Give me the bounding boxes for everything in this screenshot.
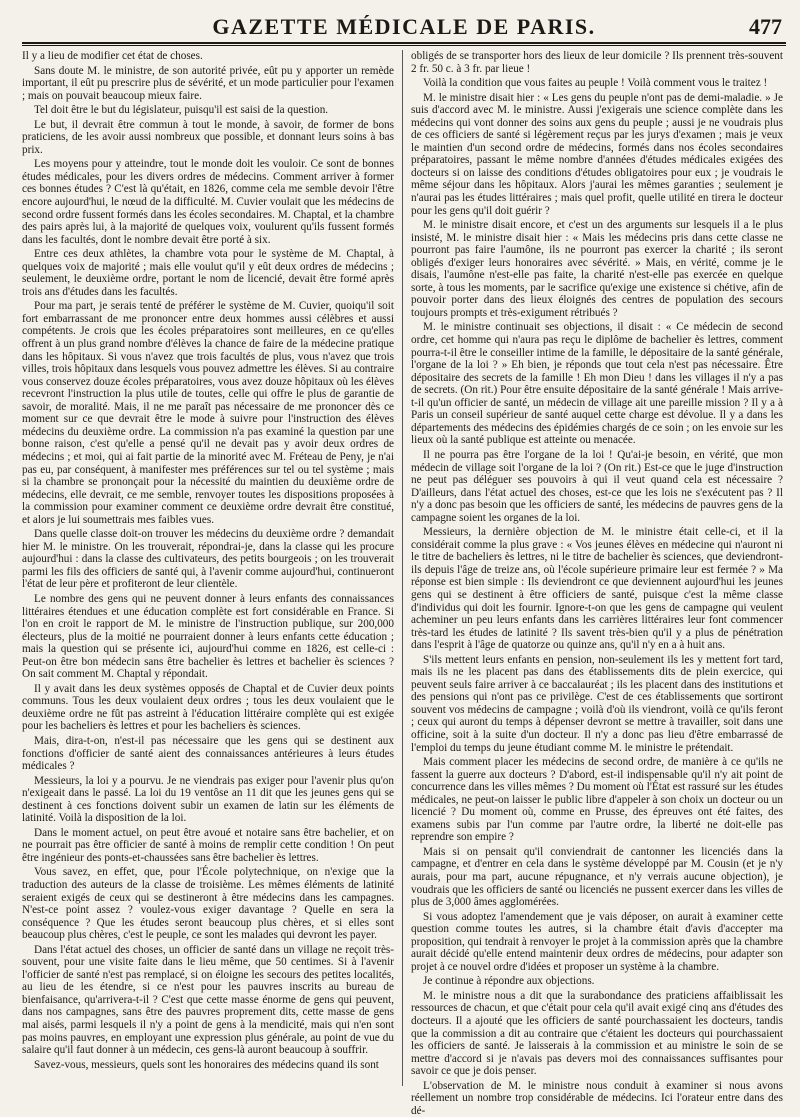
- paragraph: Je continue à répondre aux objections.: [423, 975, 595, 988]
- paragraph: Le nombre des gens qui ne peuvent donner à leurs enfants des connaissances littéraires étendues et une éducation complète est fort considérable en France. Si l'on en croit le rapport de M. le ministre de l'instruction publique, sur 200,000 électeurs, plus de la moitié ne pourraient donner à leurs enfants cette éducation ; mais la question qui se présente ici, aujourd'hui comme en 1826, est celle-ci : Peut-on être bon médecin sans être bachelier ès lettres et bachelier ès sciences ? On sait comment M. Chaptal y répondait.: [22, 592, 394, 681]
- left-column: [22, 50, 394, 1086]
- paragraph: M. le ministre disait encore, et c'est un des arguments sur lesquels il a le plus insisté, M. le ministre disait hier : « Mais les médecins pris dans cette classe ne pourront pas faire l'aumône, ils ne pourront pas exercer la charité ; ils seront obligés d'exiger leurs honoraires avec sévérité. » Mais, en vérité, comme je le disais, l'aumône n'est-elle pas faite, la charité n'est-elle pas exercée en quelque sorte, à tous les moments, par le sacrifice qu'exige une existence si chétive, afin de pouvoir porter dans des lieux éloignés des centres de population des secours toujours prompts et très-exigument rétribués ?: [411, 219, 783, 319]
- paragraph: Mais si on pensait qu'il conviendrait de cantonner les licenciés dans la campagne, et d'entrer en cela dans le système développé par M. Cousin (et je n'y aurais, pour ma part, aucune répugnance, et n'y verrais aucune objection), je voudrais que les officiers de santé ou licenciés ne pussent exercer dans les villes de plus de 3,000 âmes agglomérées.: [411, 845, 783, 909]
- paragraph: Il ne pourra pas être l'organe de la loi ! Qu'ai-je besoin, en vérité, que mon médecin de village soit l'organe de la loi ? (On rit.) Est-ce que le juge d'instruction ne peut pas déléguer ses pouvoirs à qui il veut quand cela est nécessaire ? D'ailleurs, dans l'état actuel des choses, est-ce que les lois ne s'exécutent pas ? Il n'y a donc pas besoin que les officiers de santé, les médecins de pauvres gens de la campagne soient les organes de la loi.: [411, 448, 783, 524]
- paragraph: Si vous adoptez l'amendement que je vais déposer, on aurait à examiner cette question comme toutes les autres, si la chambre était d'avis d'accepter ma proposition, qui tendrait à renvoyer le projet à la commission après que la chambre aurait décidé qu'elle entend maintenir deux ordres de médecins, pour adapter son projet à ce nouvel ordre d'idées et proposer un système à la chambre.: [411, 910, 783, 973]
- paragraph: Vous savez, en effet, que, pour l'École polytechnique, on n'exige que la traduction des auteurs de la classe de troisième. Les mêmes éléments de latinité seraient exigés de ceux qui se destineront à être médecins dans les campagnes. N'est-ce point assez ? voulez-vous exiger davantage ? Quelle en sera la conséquence ? Que les études seront beaucoup plus chères, et si elles sont beaucoup plus chères, c'est le peuple, ce sont les malades qui devront les payer.: [22, 866, 394, 942]
- masthead: [22, 10, 786, 44]
- paragraph: Dans l'état actuel des choses, un officier de santé dans un village ne reçoit très-souvent, pour une visite faite dans le lieu même, que 50 centimes. Si à l'avenir l'officier de santé n'est pas remplacé, si on éloigne les secours des petites localités, au lieu de les étendre, si ce n'est pour les pauvres inscrits au bureau de bienfaisance, qu'arrivera-t-il ? C'est que cette masse énorme de gens qui peuvent, dans nos campagnes, sans être des pauvres proprement dits, cette masse de gens mal aisés, parmi lesquels il n'y a point de gens à la mendicité, mais qui n'en sont pas moins pauvres, en employant une expression plus générale, au point de vue du salaire qu'il faut donner à un médecin, ces gens-là auront beaucoup à souffrir.: [22, 943, 394, 1057]
- paragraph: Pour ma part, je serais tenté de préférer le système de M. Cuvier, quoiqu'il soit fort embarrassant de me prononcer entre deux hommes aussi célèbres et aussi compétents. Je crois que les écoles préparatoires sont meilleures, en ce qu'elles offrent à un plus grand nombre d'élèves la chance de faire de la médecine pratique dans les hôpitaux. Si vous n'avez que trois facultés de plus, vous n'avez que trois villes, trois hôpitaux dans lesquels vous pouvez admettre les élèves. Si au contraire vous conservez douze écoles préparatoires, vous avez douze hôpitaux où les élèves recevront l'instruction la plus utile de toutes, celle qui offre le plus de garantie de savoir, de moralité. Mais, il ne me paraît pas nécessaire de me prononcer dès ce moment sur ce que devrait être le mode à suivre pour l'instruction des élèves médecins du deuxième ordre. La commission n'a pas examiné la question par une bonne raison, c'est qu'elle a pensé qu'il ne devait pas y avoir deux ordres de médecins ; et moi, qui ai fait partie de la minorité avec M. Fréteau de Peny, je n'ai pas eu, par conséquent, à manifester mes préférences sur tel ou tel système ; mais si la chambre se prononçait pour la nécessité du maintien du deuxième ordre de médecins, elle devrait, ce me semble, renvoyer toutes les dispositions proposées à la commission pour examiner comment ce deuxième ordre devrait être constitué, et alors je lui soumettrais mes faibles vues.: [22, 300, 394, 526]
- paragraph: Messieurs, la dernière objection de M. le ministre était celle-ci, et il la considérait comme la plus grave : « Vos jeunes élèves en médecine qui n'auront ni le titre de bacheliers ès lettres, ni le titre de bachelier ès sciences, que deviendront-ils depuis l'âge de treize ans, où l'école supérieure primaire leur est fermée ? » Ma réponse est bien simple : Ils deviendront ce que deviennent aujourd'hui les jeunes gens qui se destinent à être officiers de santé, puisque c'est la même classe d'individus qui doit les fournir. Ignore-t-on que les gens de campagne qui veulent acheminer un peu leurs enfants dans les carrières littéraires leur font commencer très-tard les études de latinité ? Ils savent très-bien qu'il y a plus de pénétration dans l'esprit à l'âge de quatorze ou quinze ans, qu'il n'y en a à huit ans.: [411, 526, 783, 652]
- paragraph: obligés de se transporter hors des lieux de leur domicile ? Ils prennent très-souvent 2 fr. 50 c. à 3 fr. par lieue !: [411, 50, 783, 75]
- paragraph: Mais, dira-t-on, n'est-il pas nécessaire que les gens qui se destinent aux fonctions d'officier de santé aient des connaissances antérieures à leurs études médicales ?: [22, 734, 394, 773]
- paragraph: Le but, il devrait être commun à tout le monde, à savoir, de former de bons praticiens, de les avoir aussi nombreux que possible, et donnant leurs soins à bas prix.: [22, 118, 394, 156]
- paragraph: Messieurs, la loi y a pourvu. Je ne viendrais pas exiger pour l'avenir plus qu'on n'exigeait dans le passé. La loi du 19 ventôse an 11 dit que les jeunes gens qui se destinent à ces fonctions doivent subir un examen de latin sur les éléments de latinité. Voilà la disposition de la loi.: [22, 774, 394, 825]
- paragraph: Voilà la condition que vous faites au peuple ! Voilà comment vous le traitez !: [423, 77, 768, 90]
- paragraph: M. le ministre continuait ses objections, il disait : « Ce médecin de second ordre, cet homme qui n'aura pas reçu le diplôme de bachelier ès lettres, comment pourra-t-il être le conseiller intime de la famille, le dépositaire de la santé générale, l'organe de la loi ? » Eh bien, je réponds que tout cela n'est pas nécessaire. Être dépositaire des secrets de la famille ! Eh mon Dieu ! dans les villages il n'y a pas de secrets. (On rit.) Pour être ensuite dépositaire de la santé générale ! Mais arrive-t-il qu'un officier de santé, un médecin de village ait une pareille mission ? Il y a à Paris un conseil supérieur de santé auquel cette charge est dévolue. Il y a dans les départements des médecins des épidémies chargés de ce soin ; on les envoie sur les lieux où la santé publique est atteinte ou menacée.: [411, 321, 783, 447]
- paragraph: Il y a lieu de modifier cet état de choses.: [22, 50, 203, 62]
- paragraph: Entre ces deux athlètes, la chambre vota pour le système de M. Chaptal, à quelques voix de majorité ; mais elle voulut qu'il y eût deux ordres de médecins ; seulement, le deuxième ordre, portant le nom de licencié, devait être formé après trois ans d'études dans les facultés.: [22, 248, 394, 298]
- page-number: 477: [749, 14, 782, 39]
- right-column: [411, 50, 783, 1117]
- paragraph: Savez-vous, messieurs, quels sont les honoraires des médecins quand ils sont: [34, 1058, 379, 1071]
- paragraph: Il y avait dans les deux systèmes opposés de Chaptal et de Cuvier deux points communs. Tous les deux voulaient deux ordres ; tous les deux voulaient que le deuxième ordre ne fût pas astreint à l'éducation littéraire complète qui est exigée pour les bacheliers ès lettres et pour les bacheliers ès sciences.: [22, 682, 394, 733]
- column-divider: [402, 50, 403, 1086]
- header-rule: [22, 45, 786, 46]
- paragraph: Tel doit être le but du législateur, puisqu'il est saisi de la question.: [34, 104, 329, 117]
- journal-title: GAZETTE MÉDICALE DE PARIS.: [212, 14, 596, 39]
- paragraph: M. le ministre nous a dit que la surabondance des praticiens affaiblissait les ressources de chacun, et que c'était pour cela qu'il avait exigé cinq ans d'études des docteurs. Il a ajouté que les officiers de santé pourchassaient les docteurs, tandis que la commission a dit au contraire que c'étaient les docteurs qui pourchassaient les officiers de santé. Je laisserais à la commission et au ministre le soin de se mettre d'accord si je n'avais pas devers moi des connaissances suffisantes pour savoir ce que je dois penser.: [411, 989, 783, 1078]
- paragraph: Sans doute M. le ministre, de son autorité privée, eût pu y apporter un remède important, il eût pu prescrire plus de sévérité, et un mode particulier pour l'examen ; mais on pouvait beaucoup mieux faire.: [22, 64, 394, 102]
- paragraph: M. le ministre disait hier : « Les gens du peuple n'ont pas de demi-maladie. » Je suis d'accord avec M. le ministre. Aussi j'exigerais une science complète dans les médecins qui vont donner des soins aux gens du peuple ; aussi je ne voudrais plus de ces officiers de santé si légèrement reçus par les jurys d'examen ; mais je veux le maintien d'un second ordre de médecins, formés dans nos écoles secondaires préparatoires, passant le même nombre d'années d'études médicales exigées des docteurs si on laisse des conditions d'études obligatoires pour eux ; je voudrais le même séjour dans les hôpitaux. Alors j'aurai les mêmes garanties ; seulement je n'aurai pas les études littéraires ; mais quel profit, quelle utilité en tirera le docteur pour les gens qu'il doit guérir ?: [411, 91, 783, 217]
- paragraph: Les moyens pour y atteindre, tout le monde doit les vouloir. Ce sont de bonnes études médicales, pour les divers ordres de médecins. Comment arriver à former ces bonnes études ? C'est là qu'était, en 1826, comme cela me semble devoir l'être encore aujourd'hui, le nœud de la difficulté. M. Cuvier voulait que les médecins de second ordre fussent formés dans les écoles secondaires. M. Chaptal, et la chambre des pairs après lui, à la majorité de quelques voix, voulurent qu'ils fussent formés dans les facultés, dont le nombre devait être porté à six.: [22, 158, 394, 246]
- paragraph: L'observation de M. le ministre nous conduit à examiner si nous avons réellement un nombre trop considérable de médecins. Ici l'orateur entre dans des dé-: [411, 1079, 783, 1117]
- paragraph: Dans quelle classe doit-on trouver les médecins du deuxième ordre ? demandait hier M. le ministre. On les trouverait, répondrai-je, dans la classe qui les procure aujourd'hui : dans la classe des cultivateurs, des petits bourgeois ; on les trouverait parmi les fils des officiers de santé qui, à l'avenir comme aujourd'hui, continueront l'état de leur père et profiteront de leur clientèle.: [22, 528, 394, 591]
- paragraph: Dans le moment actuel, on peut être avoué et notaire sans être bachelier, et on ne pourrait pas être officier de santé à moins de remplir cette condition ! On peut être ingénieur des ponts-et-chaussées sans être bachelier ès lettres.: [22, 826, 394, 864]
- paragraph: S'ils mettent leurs enfants en pension, non-seulement ils les y mettent fort tard, mais ils ne les placent pas dans des établissements dits de plein exercice, qui peuvent seuls faire arriver à ce baccalauréat ; ils les placent dans des institutions et des pensions qui n'ont pas ce privilège. C'est de ces établissements que sortiront souvent vos médecins de campagne ; voilà d'où ils viendront, voilà ce qu'ils feront ; ceux qui auront du temps à dépenser devront se mettre à travailler, soit dans une officine, soit à la suite d'un docteur. Il n'y a donc pas lieu d'être embarrassé de l'emploi du temps du jeune étudiant comme M. le ministre le prétendait.: [411, 653, 783, 754]
- paragraph: Mais comment placer les médecins de second ordre, de manière à ce qu'ils ne fassent la guerre aux docteurs ? D'abord, est-il indispensable qu'il n'y ait point de concurrence dans les villes mêmes ? Du moment où l'État est rassuré sur les études médicales, ne peut-on laisser le public libre d'appeler à son choix un docteur ou un licencié ? Du moment où, comme en Prusse, des épreuves ont été faites, des examens subis par l'un comme par l'autre ordre, la liberté ne doit-elle pas reprendre son empire ?: [411, 756, 783, 844]
